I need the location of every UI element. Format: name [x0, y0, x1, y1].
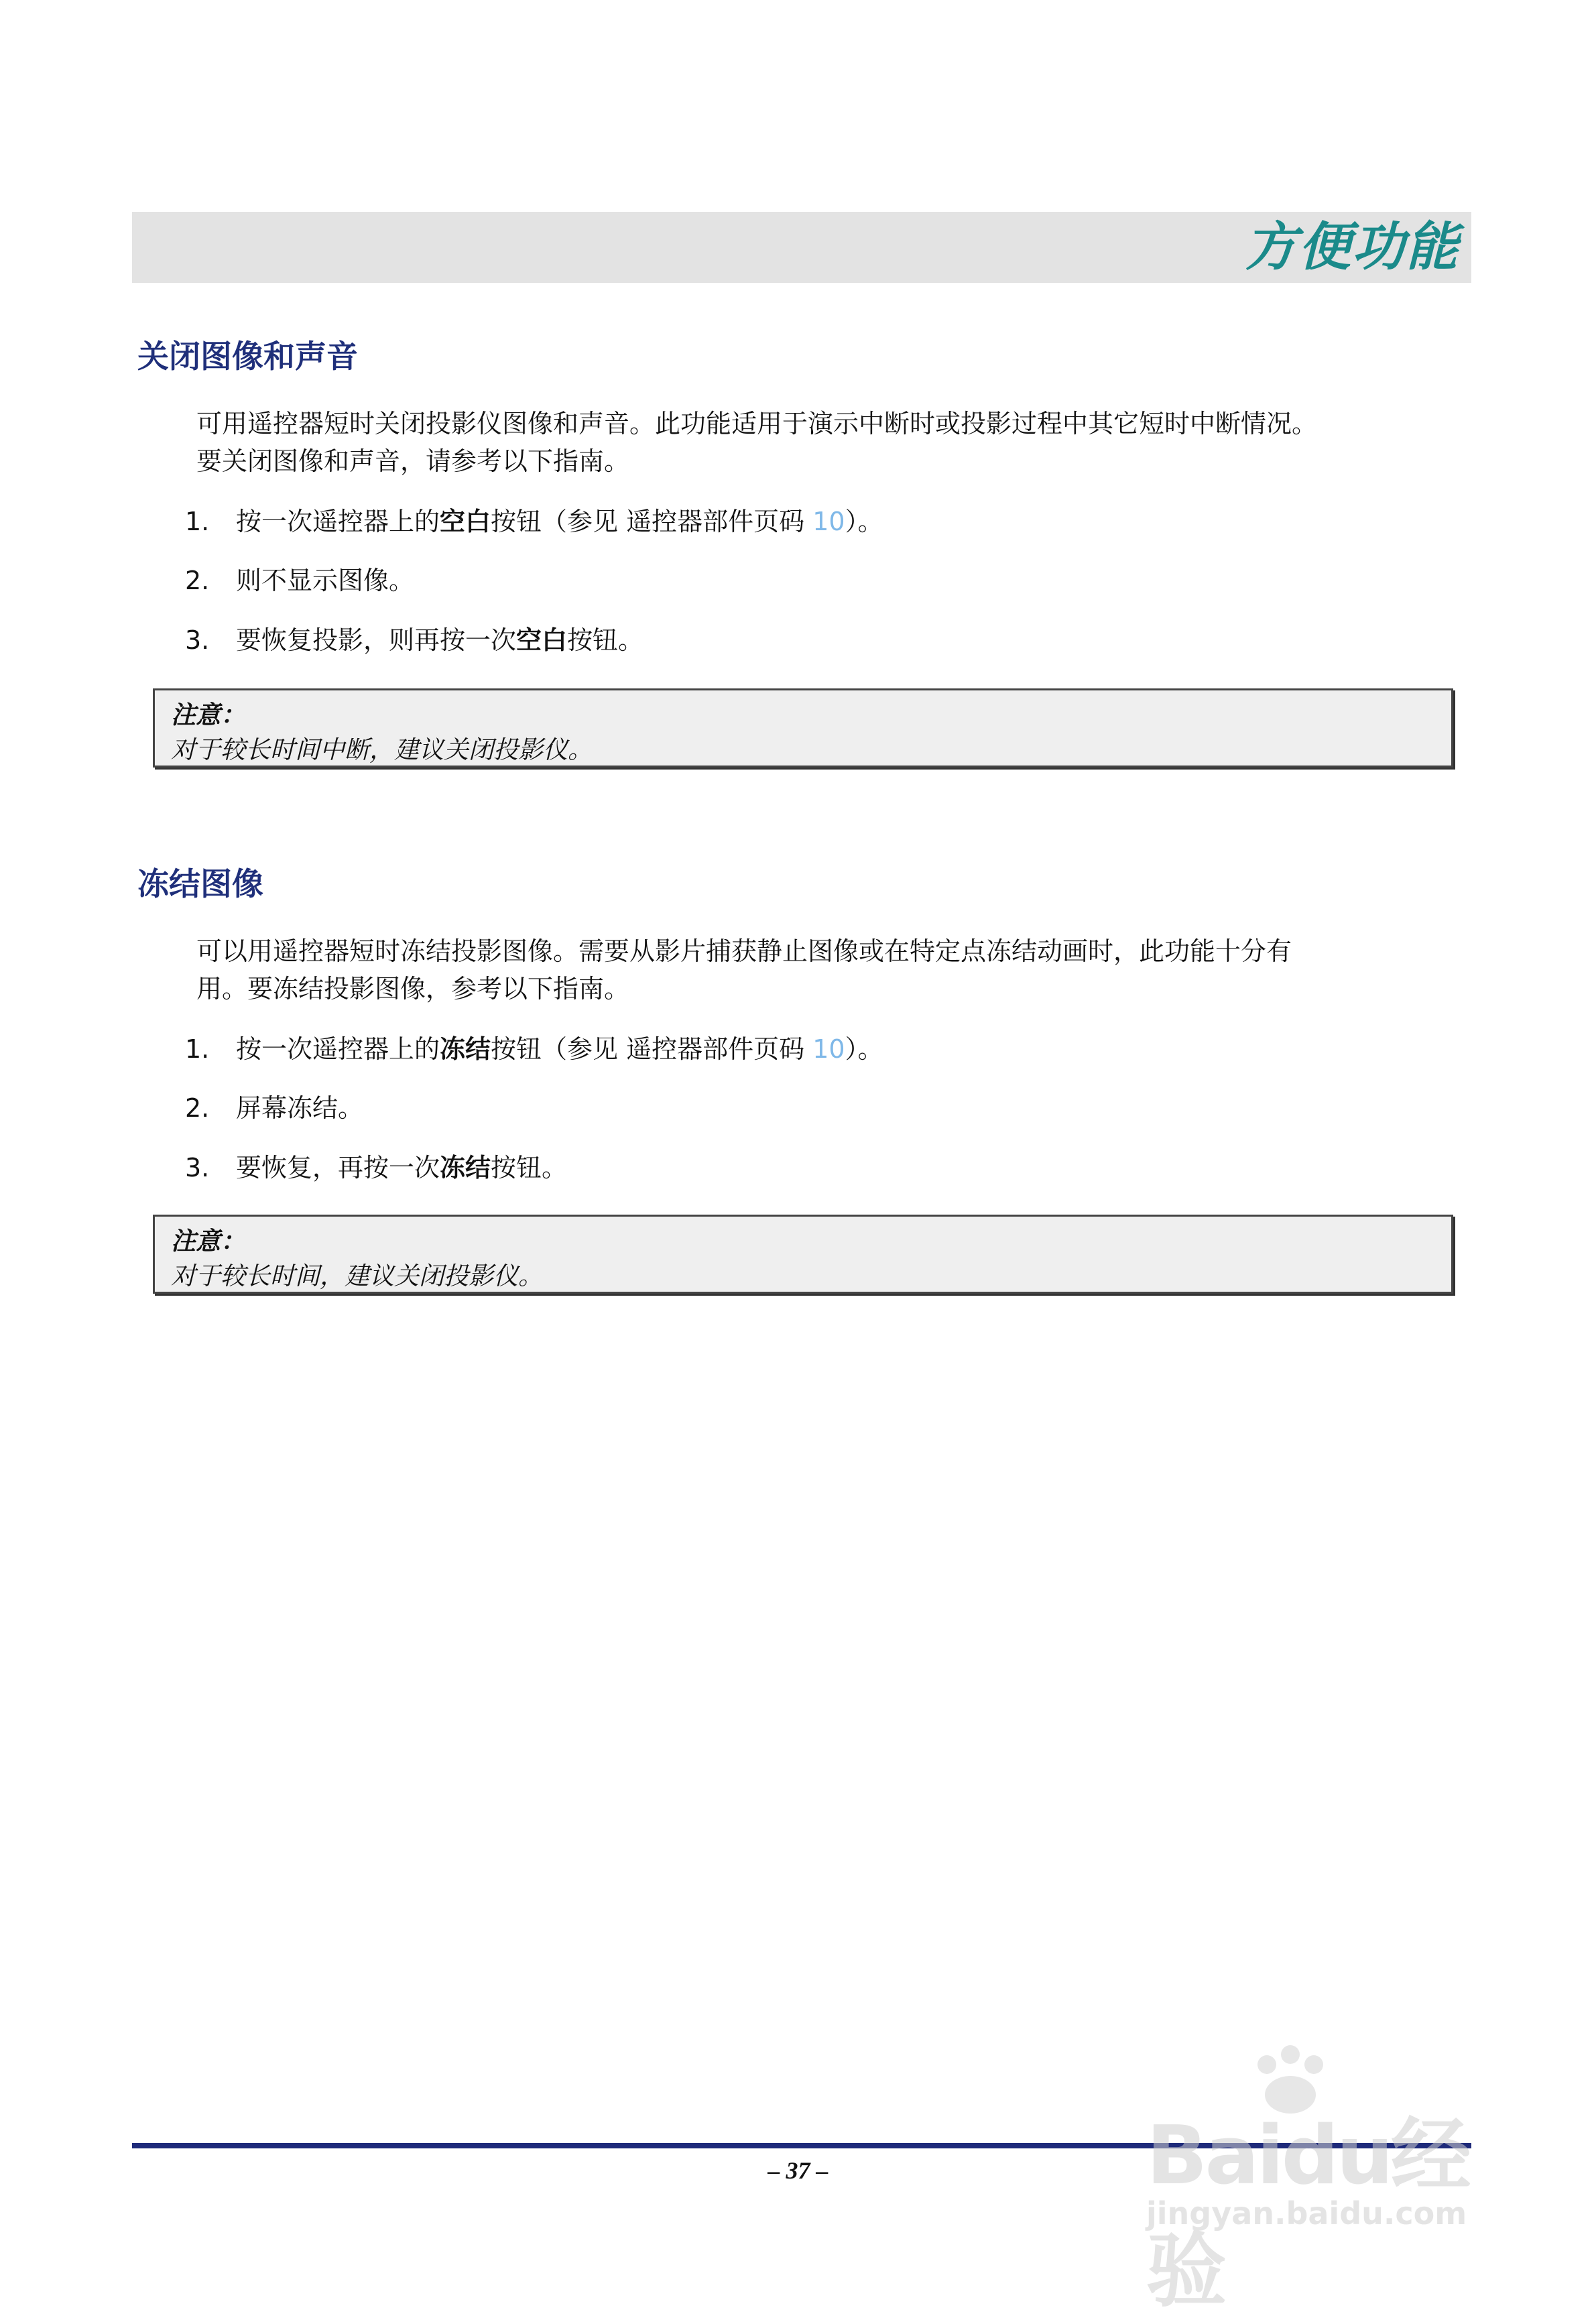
item-bold: 空白 — [440, 507, 491, 536]
list-item — [185, 1030, 883, 1068]
list-number: 1. — [185, 1034, 210, 1064]
page-link[interactable]: 10 — [812, 507, 845, 536]
list-item — [185, 1149, 567, 1186]
watermark-url: jingyan.baidu.com — [1146, 2195, 1467, 2232]
section2-paragraph — [196, 932, 1457, 1007]
section2-para-line1: 可以用遥控器短时冻结投影图像。需要从影片捕获静止图像或在特定点冻结动画时，此功能十分有 — [196, 936, 1292, 966]
item-bold: 空白 — [516, 625, 568, 655]
note-title: 注意： — [171, 1227, 245, 1256]
note-body: 对于较长时间，建议关闭投影仪。 — [171, 1262, 543, 1290]
item-text: 按钮。 — [491, 1153, 568, 1182]
list-number: 3. — [185, 625, 210, 655]
note-box — [153, 688, 1453, 768]
section1-para-line1: 可用遥控器短时关闭投影仪图像和声音。此功能适用于演示中断时或投影过程中其它短时中断情况。 — [196, 409, 1318, 438]
list-item — [185, 1089, 363, 1127]
watermark-brand: Baidu经验 — [1146, 2110, 1469, 2318]
item-text: 按钮。 — [567, 625, 644, 655]
item-bold: 冻结 — [440, 1034, 491, 1064]
item-text: 按一次遥控器上的 — [236, 1034, 440, 1064]
list-item — [185, 621, 643, 659]
list-number: 1. — [185, 507, 210, 536]
section-heading-blank: 关闭图像和声音 — [137, 339, 358, 375]
item-text: 按一次遥控器上的 — [236, 507, 440, 536]
page-number: – 37 – — [768, 2157, 828, 2184]
section2-para-line2: 用。要冻结投影图像，参考以下指南。 — [196, 974, 630, 1003]
chapter-title-bar — [132, 212, 1471, 283]
list-item — [185, 503, 883, 540]
item-text: ）。 — [845, 1034, 883, 1064]
note-body: 对于较长时间中断，建议关闭投影仪。 — [171, 735, 593, 764]
section1-para-line2: 要关闭图像和声音，请参考以下指南。 — [196, 446, 630, 476]
list-number: 3. — [185, 1153, 210, 1182]
baidu-watermark — [1140, 2038, 1515, 2318]
item-text: 则不显示图像。 — [236, 566, 415, 595]
section1-paragraph — [196, 405, 1457, 480]
item-bold: 冻结 — [440, 1153, 491, 1182]
item-text: 按钮（参见 遥控器部件页码 — [491, 507, 813, 536]
note-title: 注意： — [171, 700, 245, 729]
item-text: ）。 — [845, 507, 883, 536]
item-text: 要恢复投影，则再按一次 — [236, 625, 517, 655]
page-link[interactable]: 10 — [812, 1034, 845, 1064]
list-number: 2. — [185, 566, 210, 595]
chapter-title: 方便功能 — [1244, 217, 1459, 278]
note-box — [153, 1215, 1453, 1294]
item-text: 按钮（参见 遥控器部件页码 — [491, 1034, 813, 1064]
list-number: 2. — [185, 1093, 210, 1123]
item-text: 屏幕冻结。 — [236, 1093, 364, 1123]
list-item — [185, 562, 414, 599]
item-text: 要恢复，再按一次 — [236, 1153, 440, 1182]
section-heading-freeze: 冻结图像 — [137, 866, 263, 903]
